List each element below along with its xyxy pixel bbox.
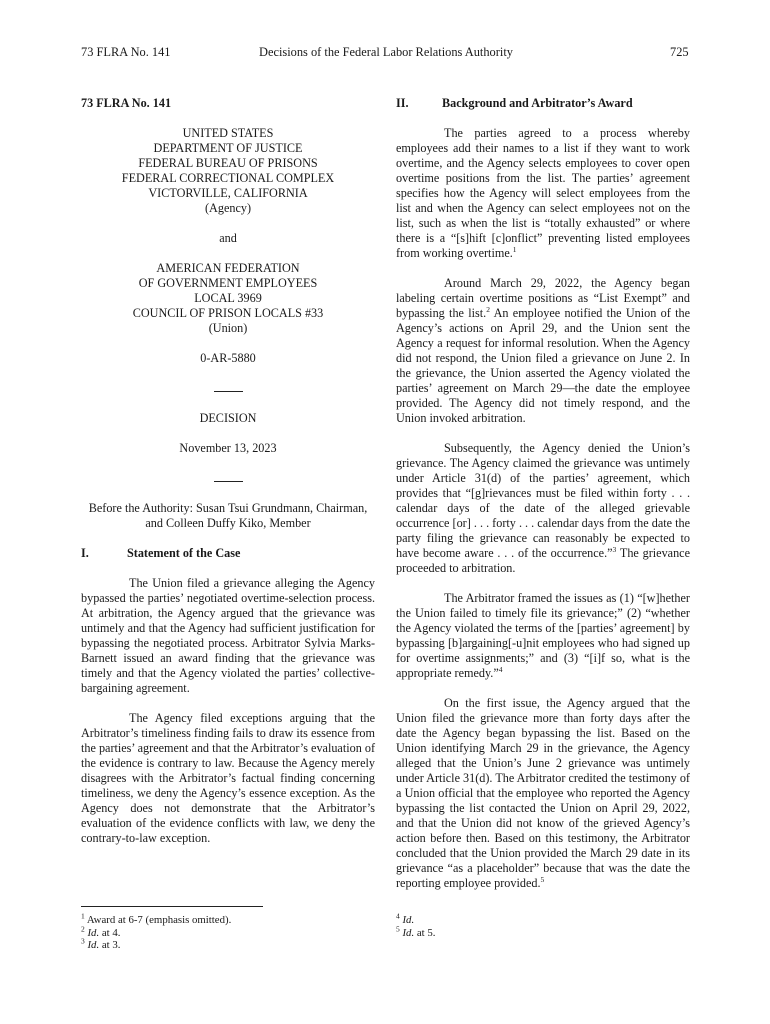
footnote-text: Id. <box>402 926 415 939</box>
union-line: COUNCIL OF PRISON LOCALS #33 <box>132 306 324 320</box>
paragraph-text: The parties agreed to a process whereby employees add their names to a list if they want to work overtime, and the Agency selects employees to cover open overtime positions from the list. The parties’ agreement specifies how the Agency will select employees from the list and when the Agency can select employees not on the list, such as when the list is “totally exhausted” or where there is a “[s]hift [c]onflict” preventing listed employees from working overtime. <box>396 126 690 260</box>
paragraph-text: An employee notified the Union of the Agency’s actions on April 29, and the Union sent the Agency a request for informal resolution. When the Agency did not respond, the Union filed a grievance on June 2. In the grievance, the Union asserted the Agency violated the parties’ agreement on March 29—the date the employee provided. The Agency did not timely respond, and the Union invoked arbitration. <box>396 306 690 425</box>
footnote-ref[interactable]: 5 <box>540 874 545 884</box>
footnote-text: Award at 6-7 (emphasis omitted). <box>86 914 232 926</box>
footnote-text: at 3. <box>99 939 121 951</box>
paragraph-text: Subsequently, the Agency denied the Union’s grievance. The Agency claimed the grievance was untimely under Article 31(d) of the parties’ agreement, which provides that “[g]rievances must be filed within forty . . . calendar days of the date of the alleged grievable occurrence [or] . . . forty . . . calendar days from the date the party filing the grievance can reasonably be expected to have become aware . . . of the occurrence.” <box>396 441 690 560</box>
left-column <box>81 96 375 846</box>
before-the-authority <box>81 501 375 531</box>
agency-party-block <box>81 126 375 216</box>
and-separator: and <box>219 231 237 245</box>
union-label: (Union) <box>208 321 248 335</box>
before-line: Before the Authority: Susan Tsui Grundmann, Chairman, <box>88 501 368 515</box>
footnote-ref[interactable]: 2 <box>486 304 490 314</box>
section-heading-background <box>396 96 690 111</box>
running-header-title: Decisions of the Federal Labor Relations Authority <box>259 45 513 59</box>
paragraph-text: On the first issue, the Agency argued that the Union filed the grievance more than forty days after the date the Agency began bypassing the list. Based on the Union identifying March 29 in the grievance, the Agency alleged that the Union’s June 2 grievance was untimely under Article 31(d). The Arbitrator credited the testimony of a Union official that the employee who reported the Agency bypassing the list contacted the Union on April 29, 2022, and that the Union did not know of the grieved Agency’s action before then. Based on this testimony, the Arbitrator concluded that the Union provided the March 29 date in its grievance “as a placeholder” because that was the date the reporting employee provided. <box>396 696 690 890</box>
footnote <box>396 911 435 927</box>
paragraph <box>396 696 690 891</box>
agency-line: FEDERAL CORRECTIONAL COMPLEX <box>121 171 335 185</box>
footnote <box>396 923 436 940</box>
section-heading-statement <box>81 546 375 561</box>
footnote <box>81 911 232 927</box>
running-header-left: 73 FLRA No. 141 <box>81 45 171 59</box>
right-column <box>396 96 690 891</box>
footnote-number: 5 <box>396 923 400 933</box>
footnote-number: 4 <box>396 911 400 921</box>
paragraph <box>396 441 690 576</box>
paragraph: The Union filed a grievance alleging the Agency bypassed the parties’ negotiated overtime-selection process. At arbitration, the Agency argued that the grievance was untimely and that the Agency had sufficient justification for bypassing the negotiated process. Arbitrator Sylvia Marks-Barnett issued an award finding that the grievance was timely and that the Agency violated the parties’ collective-bargaining agreement. <box>81 576 375 695</box>
paragraph <box>396 126 690 261</box>
footnote-ref[interactable]: 3 <box>612 544 617 554</box>
footnote-ref[interactable]: 1 <box>512 244 517 254</box>
footnotes-right <box>396 911 436 939</box>
footnote-text: at 5. <box>414 926 436 939</box>
page-number: 725 <box>670 45 689 59</box>
footnote-number: 2 <box>81 923 85 933</box>
agency-label: (Agency) <box>204 201 252 215</box>
footnote-number: 3 <box>81 936 85 946</box>
footnote <box>81 936 231 952</box>
footnote-ref[interactable]: 4 <box>498 664 503 674</box>
union-party-block <box>81 261 375 336</box>
union-line: OF GOVERNMENT EMPLOYEES <box>138 276 318 290</box>
footnote-number: 1 <box>81 911 85 921</box>
separator-line <box>81 381 375 396</box>
footnote-text: at 4. <box>99 926 121 939</box>
footnote-rule <box>81 906 263 907</box>
section-title: Statement of the Case <box>127 546 241 560</box>
paragraph: The Agency filed exceptions arguing that the Arbitrator’s timeliness finding fails to draw its essence from the parties’ agreement and that the Arbitrator’s evaluation of the evidence is contrary to law. Because the Agency merely disagrees with the Arbitrator’s factual finding concerning timeliness, we deny the Agency’s essence exception. As the Agency does not demonstrate that the Arbitrator’s evaluation of the evidence conflicts with law, we deny the contrary-to-law exception. <box>81 711 375 845</box>
footnote <box>81 923 231 940</box>
section-number: I. <box>81 546 89 560</box>
footnote-text: Id. <box>87 926 100 939</box>
section-title: Background and Arbitrator’s Award <box>442 96 633 110</box>
case-citation: 73 FLRA No. 141 <box>81 96 172 110</box>
paragraph-text: The Arbitrator framed the issues as (1) “[w]hether the Union failed to timely file its grievance;” (2) “whether the Agency violated the terms of the [parties’ agreement] by bypassing [b]argaining[-u]nit employees who had signed up for overtime assignments;” and (3) “[i]f so, what is the appropriate remedy.” <box>396 591 690 680</box>
footnote-text: Id. <box>402 914 415 926</box>
decision-label: DECISION <box>199 411 257 425</box>
decision-date: November 13, 2023 <box>179 441 277 455</box>
case-number: 0-AR-5880 <box>200 351 256 365</box>
union-line: AMERICAN FEDERATION <box>156 261 300 275</box>
agency-line: DEPARTMENT OF JUSTICE <box>153 141 303 155</box>
union-line: LOCAL 3969 <box>194 291 262 305</box>
separator-line <box>81 471 375 486</box>
agency-line: VICTORVILLE, CALIFORNIA <box>148 186 308 200</box>
paragraph <box>396 591 690 681</box>
agency-line: UNITED STATES <box>182 126 274 140</box>
footnotes-left <box>81 911 232 952</box>
paragraph-text: Around March 29, 2022, the Agency began labeling certain overtime positions as “List Exempt” and bypassing the list. <box>396 276 690 320</box>
paragraph-text: The grievance proceeded to arbitration. <box>396 546 691 575</box>
section-number: II. <box>396 96 409 110</box>
before-line: and Colleen Duffy Kiko, Member <box>145 516 311 530</box>
paragraph <box>396 276 690 426</box>
footnote-text: Id. <box>87 939 100 951</box>
agency-line: FEDERAL BUREAU OF PRISONS <box>138 156 318 170</box>
